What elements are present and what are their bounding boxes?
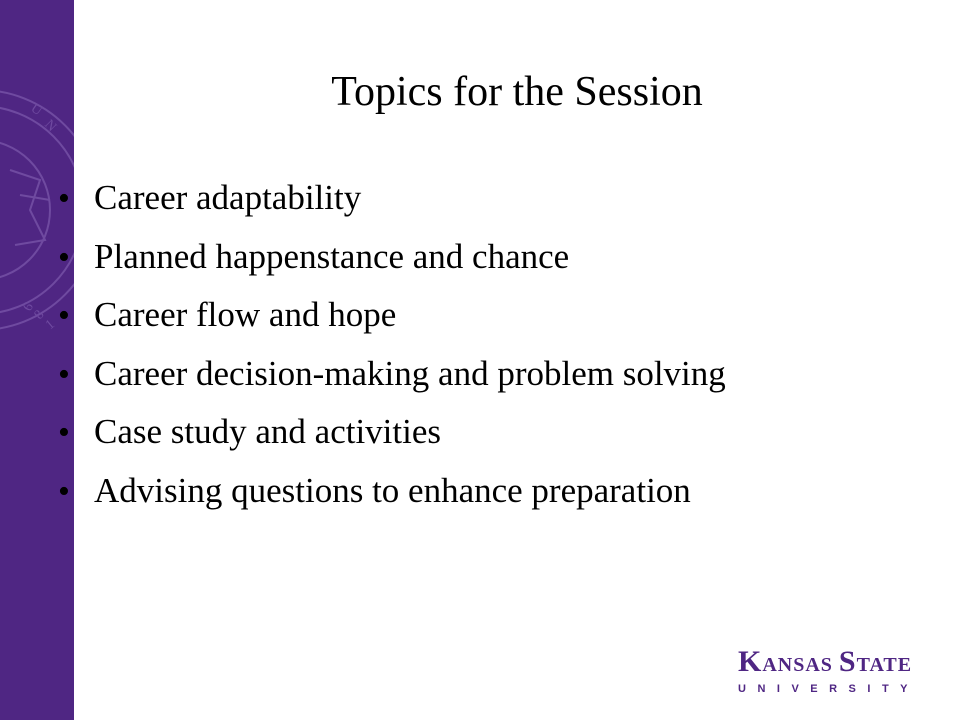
svg-text:N: N: [41, 117, 59, 135]
slide-title: Topics for the Session: [331, 69, 703, 115]
list-item-text: Career adaptability: [94, 178, 362, 217]
list-item-text: Case study and activities: [94, 412, 442, 451]
list-item-text: Advising questions to enhance preparation: [94, 470, 691, 510]
bullet-icon: •: [58, 414, 70, 451]
bullet-icon: •: [58, 238, 70, 276]
bullet-icon: •: [58, 355, 70, 393]
list-item: [58, 178, 726, 218]
bullet-icon: •: [58, 472, 70, 510]
list-item: [58, 354, 726, 394]
svg-text:6: 6: [20, 300, 37, 314]
list-item: [58, 412, 726, 452]
kansas-state-university-logo: [738, 645, 920, 698]
list-item-text: Career decision-making and problem solving: [94, 353, 726, 393]
svg-text:1: 1: [42, 317, 58, 334]
list-item-text: Planned happenstance and chance: [94, 236, 570, 276]
list-item: [58, 237, 726, 277]
logo-subtitle: UNIVERSITY: [738, 683, 920, 695]
svg-text:8: 8: [31, 307, 48, 323]
list-item: [58, 471, 726, 511]
topics-list: [58, 178, 726, 529]
bullet-icon: •: [58, 297, 70, 334]
svg-text:U: U: [27, 100, 45, 120]
logo-wordmark: KANSAS STATE: [738, 645, 913, 678]
list-item-text: Career flow and hope: [94, 295, 397, 334]
bullet-icon: •: [58, 180, 70, 217]
list-item: [58, 295, 726, 335]
